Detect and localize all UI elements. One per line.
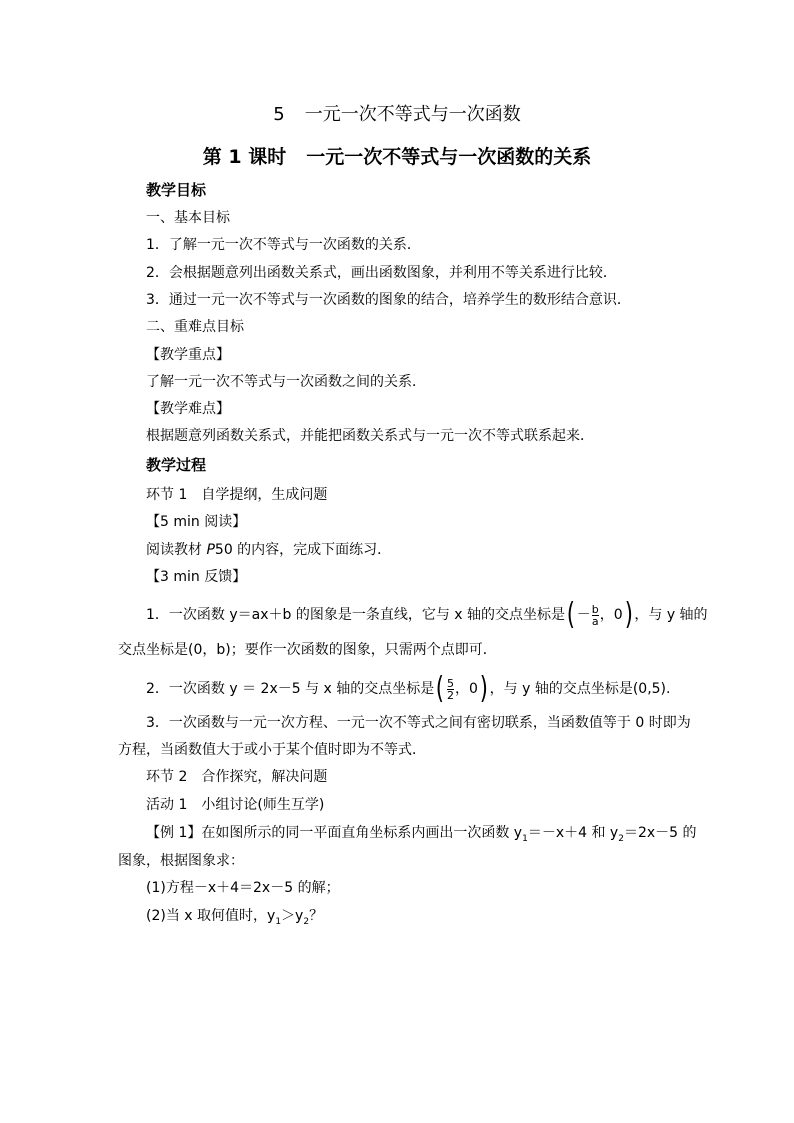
- question-3-line1: 3．一次函数与一元一次方程、一元一次不等式之间有密切联系，当函数值等于 0 时即为: [146, 715, 691, 731]
- question-2: 2．一次函数 y ＝ 2x－5 与 x 轴的交点坐标是( $\frac{5}{2}$ ，0) ，与 y 轴的交点坐标是(0,5).: [146, 671, 671, 706]
- basic-goals-heading: 一、基本目标: [146, 210, 230, 226]
- example1-question2: (2)当 x 取何值时，$y_1>y_2$？: [146, 908, 324, 927]
- goals-heading: 教学目标: [146, 181, 207, 199]
- question-3-line2: 方程，当函数值大于或小于某个值时即为不等式．: [118, 742, 426, 758]
- question-1-line2: 交点坐标是(0，b)；要作一次函数的图象，只需两个点即可．: [118, 642, 497, 658]
- paren-open: (: [436, 671, 445, 706]
- goal-item-2: 2．会根据题意列出函数关系式，画出函数图象，并利用不等关系进行比较．: [146, 265, 617, 281]
- key-point-text: 了解一元一次不等式与一次函数之间的关系．: [146, 374, 426, 390]
- step2-heading: 环节 2 合作探究，解决问题: [146, 769, 328, 785]
- example1-line2: 图象，根据图象求：: [118, 853, 244, 869]
- key-goals-heading: 二、重难点目标: [146, 319, 244, 335]
- section-title-text: 一元一次不等式与一次函数: [304, 104, 521, 125]
- activity1-heading: 活动 1 小组讨论(师生互学): [146, 797, 325, 813]
- read-text: 阅读教材 P50 的内容，完成下面练习．: [146, 542, 392, 558]
- fraction-b-over-a: $\frac{b}{a}$: [591, 602, 599, 628]
- read-label: 【5 min 阅读】: [146, 514, 247, 530]
- goal-item-1: 1．了解一元一次不等式与一次函数的关系．: [146, 237, 421, 253]
- example1-line1: 【例 1】在如图所示的同一平面直角坐标系内画出一次函数 $y_1=-x+4$ 和 $y_2=2x-5$ 的: [146, 825, 697, 844]
- goal-item-3: 3．通过一元一次不等式与一次函数的图象的结合，培养学生的数形结合意识．: [146, 292, 631, 308]
- key-point-label: 【教学重点】: [146, 347, 230, 363]
- difficulty-label: 【教学难点】: [146, 401, 230, 417]
- lesson-title-text: 一元一次不等式与一次函数的关系: [306, 146, 592, 168]
- section-title: [0, 100, 794, 126]
- paren-close: ): [624, 597, 633, 632]
- step1-heading: 环节 1 自学提纲，生成问题: [146, 487, 328, 503]
- section-number: 5: [273, 104, 285, 125]
- paren-open: (: [566, 597, 575, 632]
- feedback-label: 【3 min 反馈】: [146, 569, 247, 585]
- fraction-5-over-2: $\frac{5}{2}$: [447, 676, 454, 702]
- paren-close: ): [479, 671, 488, 706]
- example1-question1: (1)方程－x＋4＝2x－5 的解；: [146, 880, 340, 896]
- question-1-line1: 1．一次函数 y＝ax＋b 的图象是一条直线，它与 x 轴的交点坐标是( $-\frac{b}{a}$ ，0) ，与 y 轴的: [146, 597, 708, 632]
- process-heading: 教学过程: [146, 456, 207, 474]
- difficulty-text: 根据题意列函数关系式，并能把函数关系式与一元一次不等式联系起来．: [146, 428, 594, 444]
- lesson-number: 第 1 课时: [202, 146, 287, 168]
- lesson-title: [0, 142, 794, 169]
